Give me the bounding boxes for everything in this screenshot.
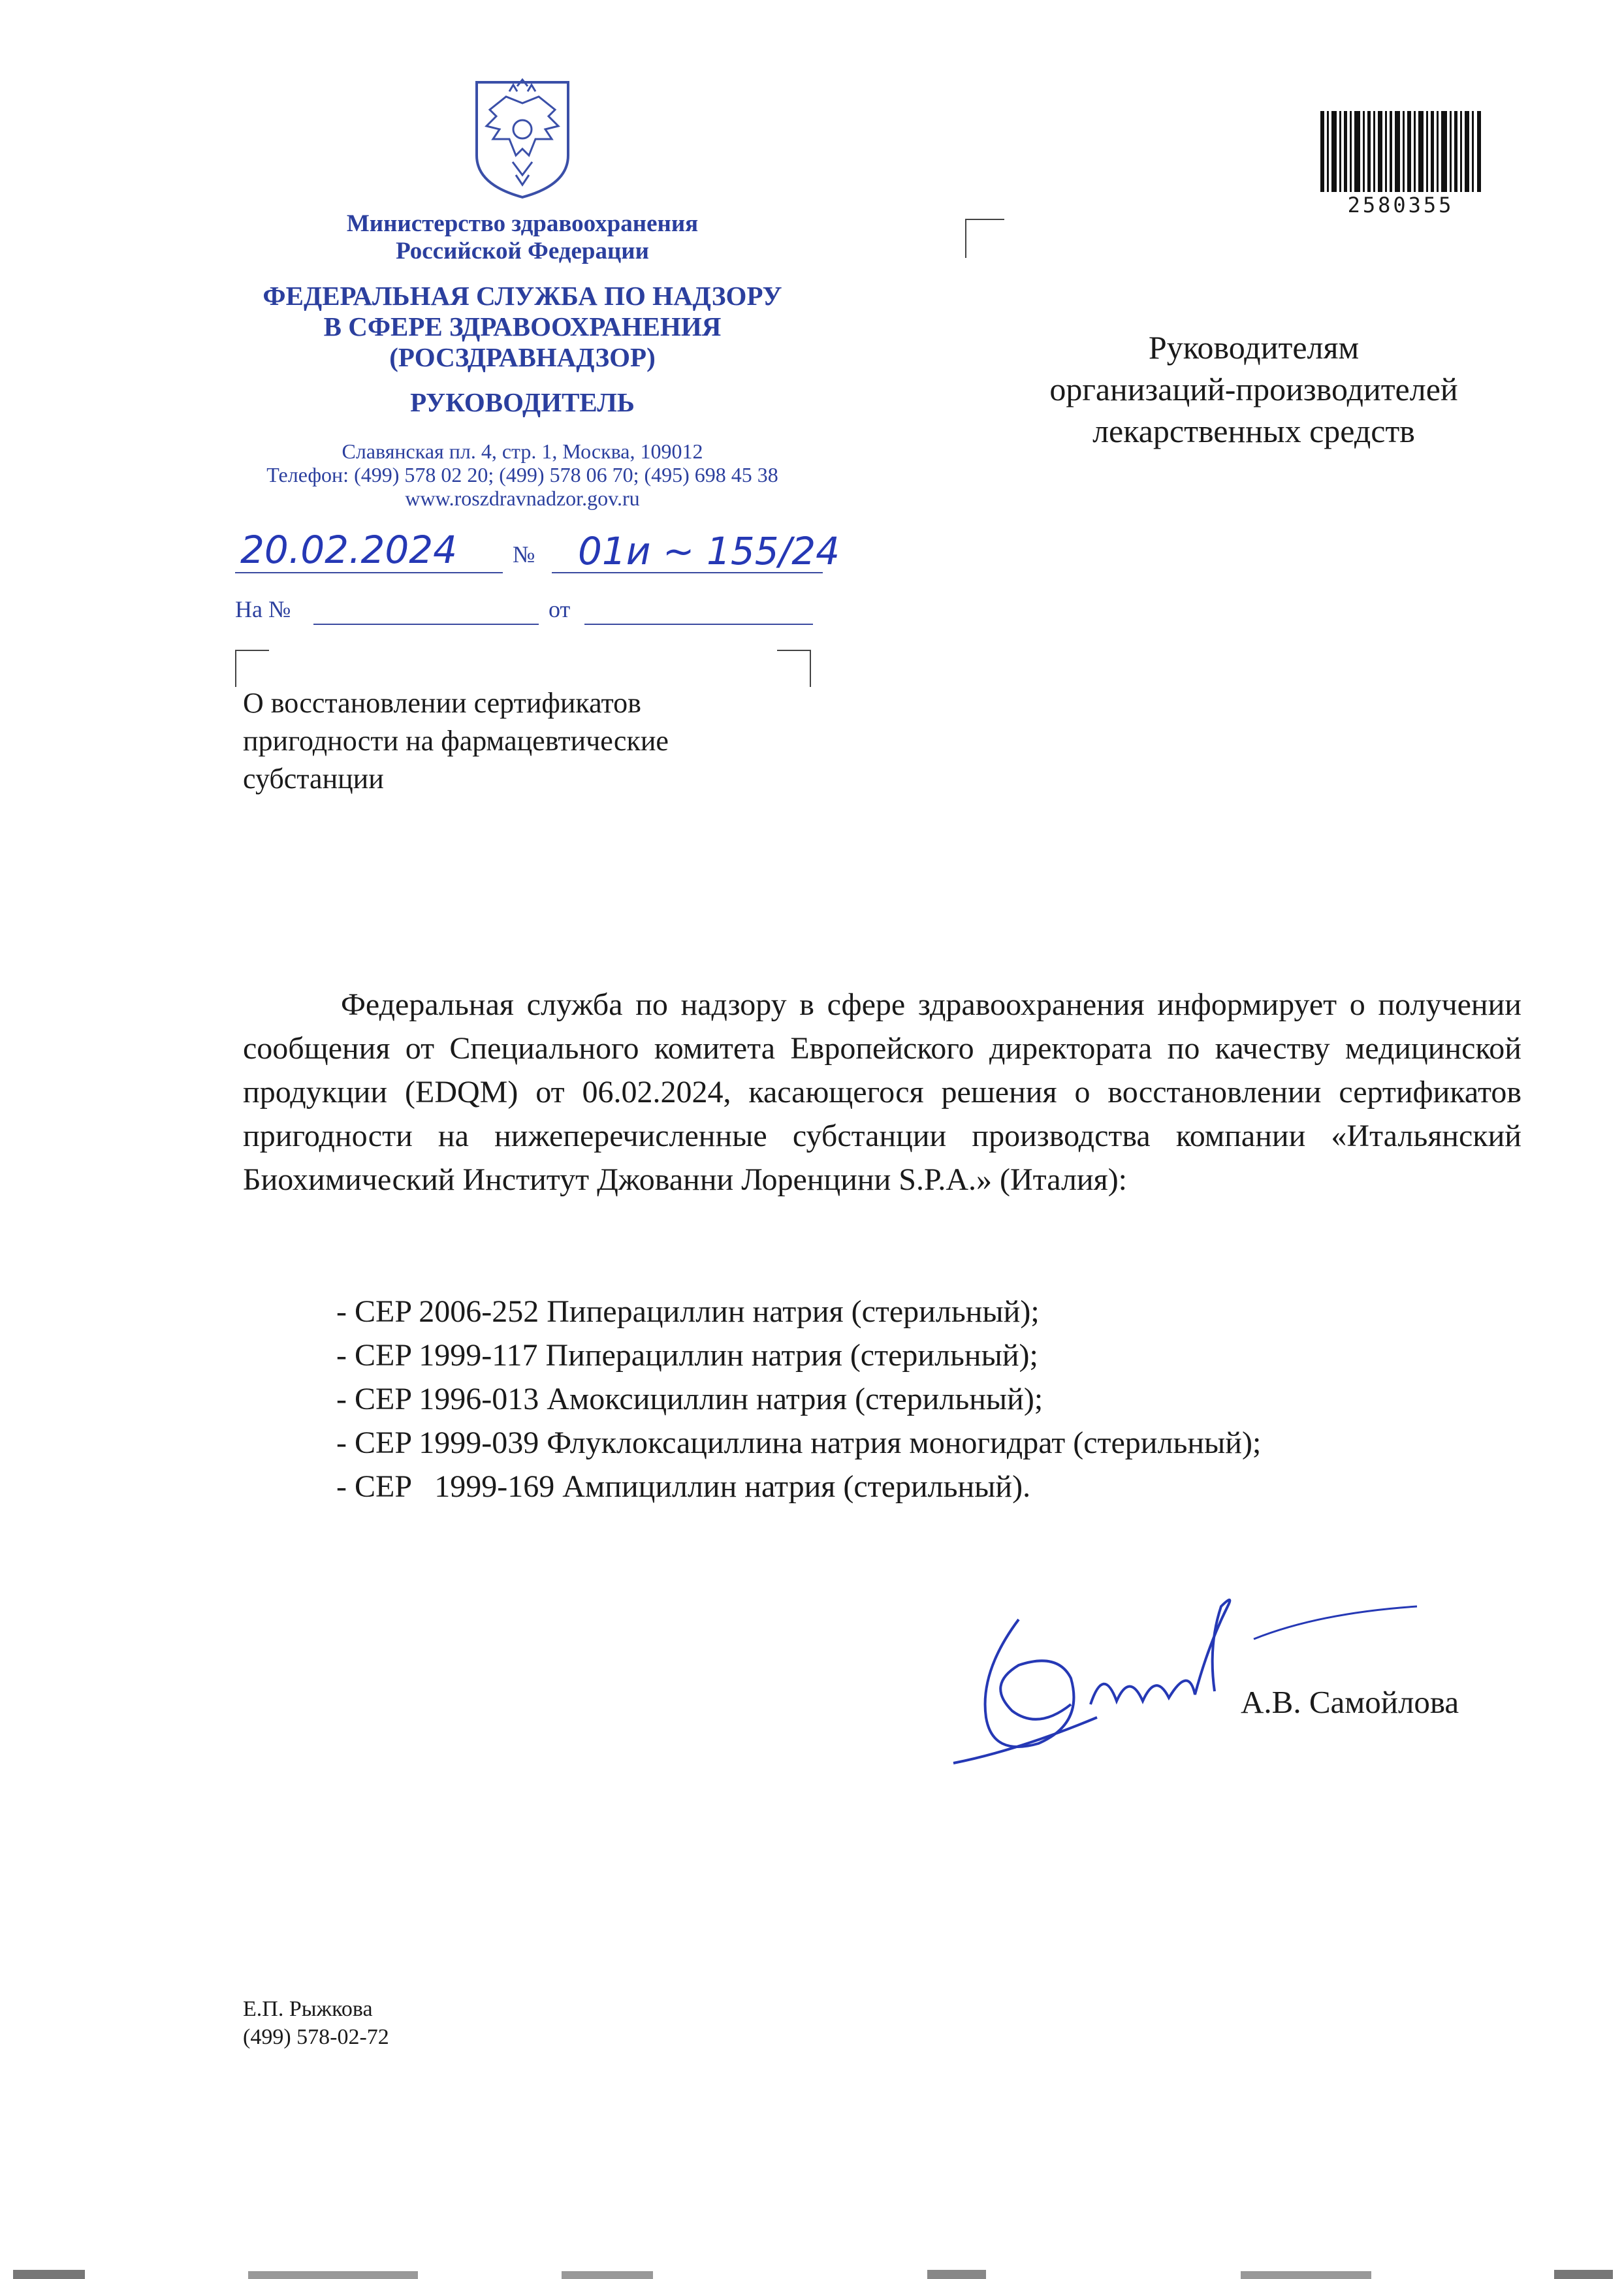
service-line-3: (РОСЗДРАВНАДЗОР): [389, 342, 656, 372]
website: www.roszdravnadzor.gov.ru: [405, 486, 640, 510]
registration-number-field: [552, 529, 840, 573]
ministry-name: [235, 210, 810, 265]
list-item: - CEP 1999-169 Ампициллин натрия (стерильный).: [336, 1469, 1031, 1504]
registration-number: 01и ~ 155/24: [578, 529, 840, 573]
recipient-line-1: Руководителям: [1148, 329, 1360, 366]
recipient-line-3: лекарственных средств: [1092, 413, 1415, 449]
head-title: РУКОВОДИТЕЛЬ: [410, 387, 635, 417]
ref-number-line: [313, 624, 539, 625]
signature-icon: [940, 1567, 1437, 1776]
signer-name: А.В. Самойлова: [1241, 1684, 1459, 1720]
address: Славянская пл. 4, стр. 1, Москва, 109012: [342, 439, 703, 463]
recipient-corner-mark: [965, 219, 1004, 258]
executor: [243, 1995, 389, 2051]
subject-line-1: О восстановлении сертификатов: [243, 687, 641, 719]
list-item: - CEP 2006-252 Пиперациллин натрия (стерильный);: [336, 1294, 1040, 1329]
registration-date: 20.02.2024: [240, 528, 458, 572]
service-line-2: В СФЕРЕ ЗДРАВООХРАНЕНИЯ: [323, 311, 722, 342]
executor-name: Е.П. Рыжкова: [243, 1997, 373, 2021]
barcode-icon: [1320, 111, 1481, 192]
executor-phone: (499) 578-02-72: [243, 2025, 389, 2049]
barcode-number: 2580355: [1347, 193, 1454, 217]
certificate-list: [336, 1290, 1525, 1508]
subject-corner-left: [235, 650, 269, 687]
ministry-line-2: Российской Федерации: [396, 238, 649, 264]
service-name: [196, 281, 849, 373]
letter-body: [243, 983, 1521, 1202]
registration-date-field: [235, 529, 503, 573]
ministry-line-1: Министерство здравоохранения: [346, 210, 699, 237]
subject-line-2: пригодности на фармацевтические: [243, 725, 669, 757]
recipient-line-2: организаций-производителей: [1049, 371, 1458, 407]
list-item: - CEP 1999-039 Флуклоксациллина натрия моногидрат (стерильный);: [336, 1426, 1262, 1460]
number-label: №: [513, 541, 535, 567]
list-item: - CEP 1996-013 Амоксициллин натрия (стерильный);: [336, 1382, 1043, 1416]
subject-corner-right: [777, 650, 811, 687]
coat-of-arms-icon: [470, 77, 575, 200]
ref-label: На №: [235, 596, 291, 622]
ref-from-label: от: [549, 596, 571, 622]
subject: [243, 684, 765, 798]
ref-date-line: [584, 624, 813, 625]
contact-block: [215, 439, 829, 510]
subject-line-3: субстанции: [243, 763, 384, 795]
scan-edge-marks: [0, 2266, 1624, 2279]
body-paragraph: Федеральная служба по надзору в сфере здравоохранения информирует о получении сообщения от Специального комитета Европейского директората по качеству медицинской продукции (EDQM) от 06.02.2024, касающегося решения о восстановлении сертификатов пригодности на нижеперечисленные субстанции производства компании «Итальянский Биохимический Институт Джованни Лоренцини S.P.A.» (Италия):: [243, 987, 1521, 1197]
phone: Телефон: (499) 578 02 20; (499) 578 06 70; (495) 698 45 38: [266, 463, 778, 486]
list-item: - CEP 1999-117 Пиперациллин натрия (стерильный);: [336, 1338, 1038, 1373]
service-line-1: ФЕДЕРАЛЬНАЯ СЛУЖБА ПО НАДЗОРУ: [263, 281, 782, 311]
recipient: [973, 327, 1535, 452]
